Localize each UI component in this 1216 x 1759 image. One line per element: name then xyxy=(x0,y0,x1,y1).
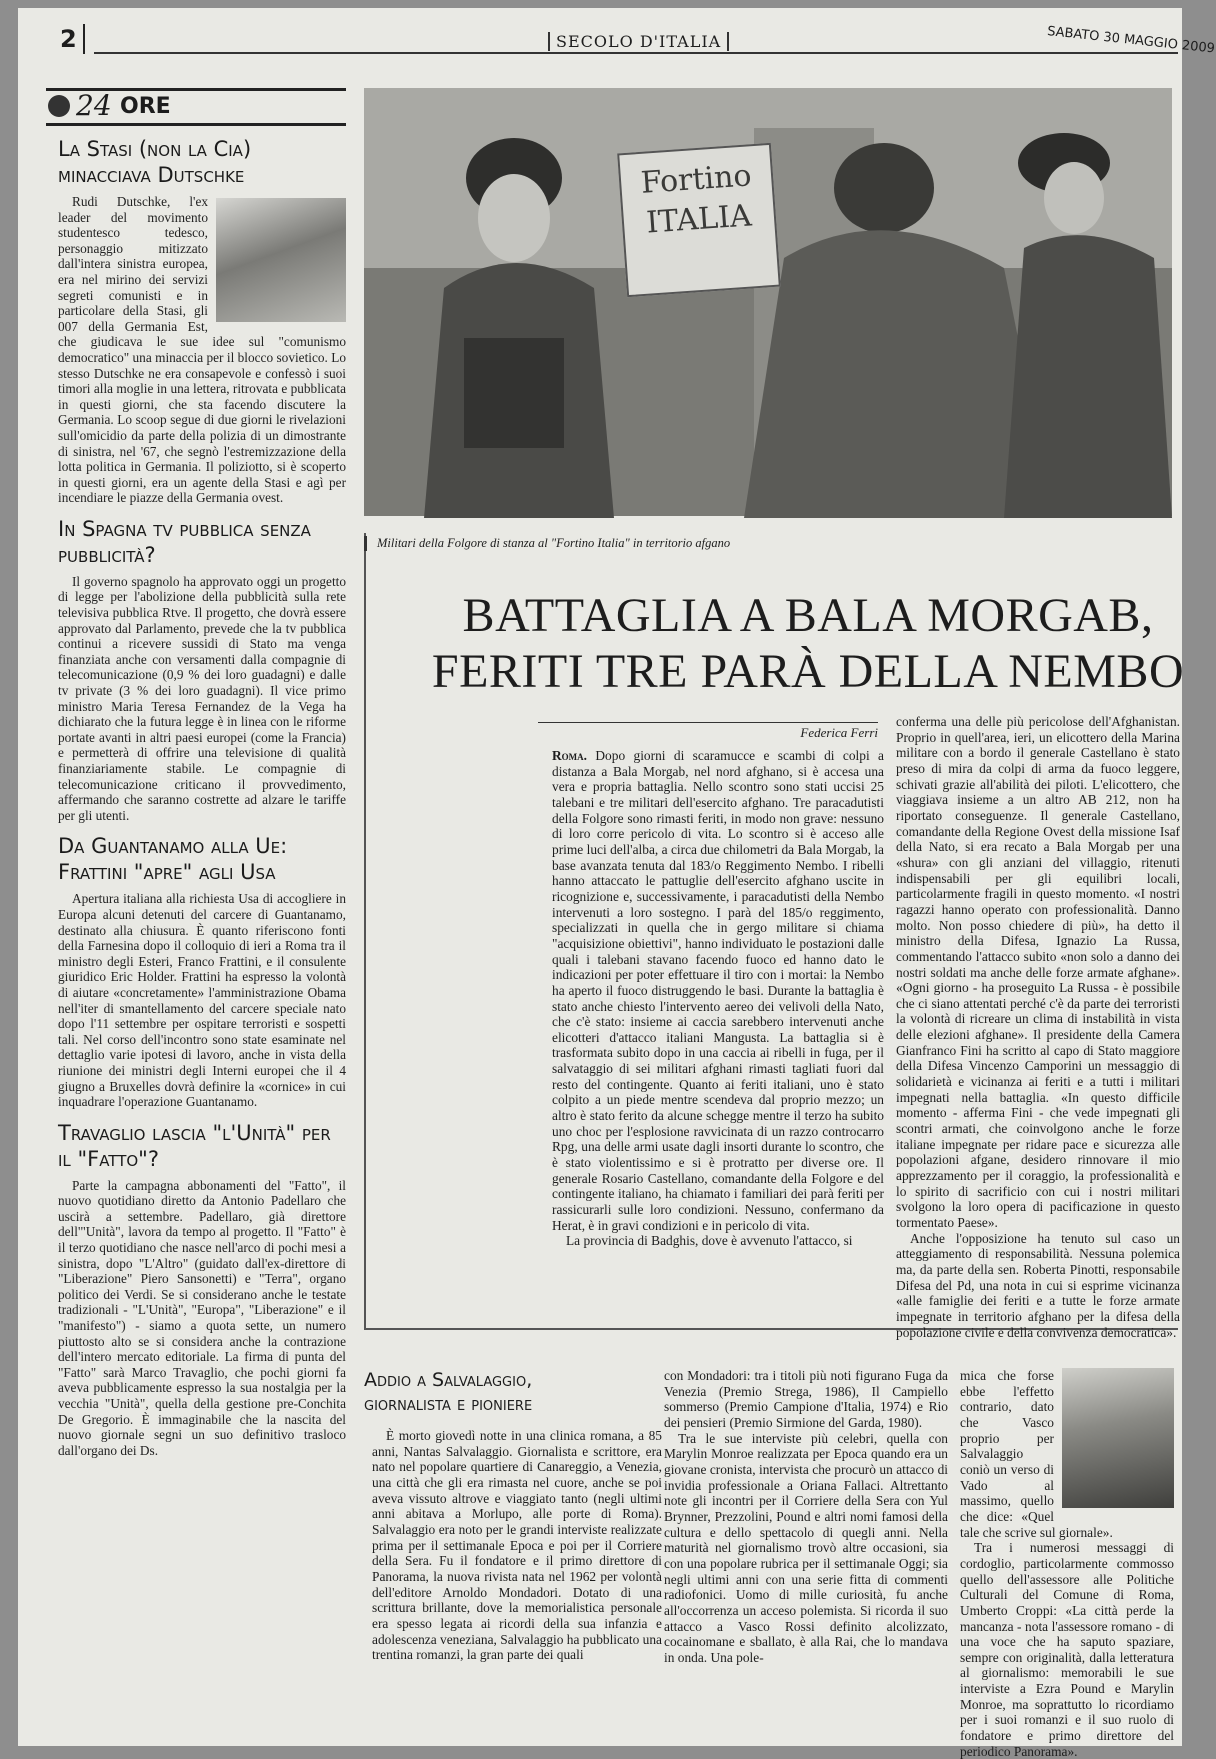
sign-line-1: Fortino xyxy=(639,158,753,201)
newspaper-page xyxy=(18,8,1216,1759)
brief-title: Travaglio lascia "l'Unità" per il "Fatto"? xyxy=(58,1120,331,1171)
sign-line-2: ITALIA xyxy=(645,198,753,241)
masthead xyxy=(48,24,1216,58)
brief-title: La Stasi (non la Cia) minacciava Dutschke xyxy=(58,137,252,187)
story-text: Anche l'opposizione ha tenuto sul caso un atteggiamento di responsabilità. Nessuna polemica ma, da parte della sen. Roberta Pinotti, responsabile Difesa del Pd, una nota in cui si esprime vicinanza «alle famiglie dei feriti e a tutte le forze armate impegnate in territorio afghano per la difesa della popolazione civile e della convivenza democratica». xyxy=(896,1230,1180,1340)
obit-text: Tra i numerosi messaggi di cordoglio, particolarmente commosso quello dell'assessore alle Politiche Culturali del Comune di Roma, Umberto Croppi: «La città perde la mancanza - nota l'assessore romano - di una voce che ha saputo spaziare, sempre con originalità, dalla letteratura al giornalismo: memorabili le sue interviste a Ezra Pound e Marylin Monroe, ma soprattutto lo ricordiamo per i suoi romanzi e il suo ruolo di fondatore e primo direttore del periodico Panorama». xyxy=(960,1540,1174,1759)
section-number: 24 xyxy=(76,89,112,122)
story-text: Dopo giorni di scaramucce e scambi di colpi a distanza a Bala Morgab, nel nord afghano, si è accesa una vera e propria battaglia. Nello scontro sono stati uccisi 25 talebani e tre militari dell'esercito afghano. Tre paracadutisti della Folgore sono rimasti feriti, in modo non grave: nessuno di loro corre pericolo di vita. Lo scontro si è acceso alle prime luci dell'alba, a circa due chilometri da Bala Morgab, la base avanzata tenuta dal 183/o Reggimento Nembo. I ribelli hanno attaccato le pattuglie dell'esercito afghano uscite in ricognizione e, successivamente, i paracadutisti della Nembo intervenuti a loro sostegno. I parà del 185/o reggimento, specializzati in quella che in gergo militare si chiama "acquisizione obiettivi", hanno individuato le postazioni dalle quali i talebani stavano facendo fuoco ed hanno dato le indicazioni per poter effettuare il tiro con i mortai: la Nembo ha aperto il fuoco distruggendo le basi. Durante la battaglia è stato anche chiesto l'intervento aereo dei velivoli della Nato, che c'è stato: insieme ai caccia sarebbero intervenuti anche elicotteri d'attacco italiani Mangusta. La battaglia si è trasformata subito dopo in una caccia ai ribelli in fuga, per il salvataggio di sei militari afghani rimasti tagliati fuori dal resto del contingente. Quanto ai feriti italiani, uno è stato colpito a un piede mentre scendeva dal proprio mezzo; un altro è stato ferito da alcune schegge mentre il terzo ha subito uno choc per l'esplosione ravvicinata di un razzo controcarro Rpg, una delle armi usate dagli insorti durante lo scontro, che è stato violentissimo e si è protratto per diverse ore. Il generale Rosario Castellano, comandante della Folgore e del contingente italiano, ha chiamato i familiari dei parà feriti per rassicurarli sulle loro condizioni. Nessuno, confermano da Herat, è in gravi condizioni e in pericolo di vita. xyxy=(552,748,884,1233)
headline-line-2: FERITI TRE PARÀ DELLA NEMBO xyxy=(431,645,1185,698)
globe-icon xyxy=(48,95,70,117)
dateline: Roma. xyxy=(552,748,588,763)
photo-caption: Militari della Folgore di stanza al "Fortino Italia" in territorio afgano xyxy=(364,536,730,551)
obit-column-2 xyxy=(664,1368,948,1665)
brief-body: Il governo spagnolo ha approvato oggi un progetto di legge per l'abolizione della pubblicità sulla rete televisiva pubblica Rtve. Il progetto, che dovrà essere approvato dal Parlamento, prevede che la tv pubblica continui a ricevere sussidi di Stato ma venga finanziata anche con versamenti dalla compagnie di telecomunicazione (0,9 % dei loro guadagni) e dalle tv private (3 % dei loro guadagni). Il vice primo ministro Maria Teresa Fernandez de la Vega ha dichiarato che la futura legge è in linea con le riforme portate avanti in altri paesi europei (come la Francia) e permetterà di offrire una televisione di qualità finanziariamente stabile. Le compagnie di telecomunicazione criticano il provvedimento, affermando che saranno costrette ad alzare le tariffe per gli utenti. xyxy=(58,573,346,823)
obit-text: mica che forse ebbe l'effetto contrario, dato che Vasco proprio per Salvalaggio coniò un verso di Vado al massimo, quello che dice: «Quel tale che scrive sul giornale». xyxy=(960,1368,1113,1540)
obit-title-line-1: Addio a Salvalaggio, xyxy=(364,1369,533,1391)
issue-date: SABATO 30 MAGGIO 2009 xyxy=(1046,24,1216,57)
brief-body: Apertura italiana alla richiesta Usa di accogliere in Europa alcuni detenuti del carcere di Guantanamo, destinato alla chiusura. È quanto riferiscono fonti della Farnesina dopo il colloquio di ieri a Roma tra il ministro degli Esteri, Franco Frattini, e il consulente giuridico Eric Holder. Frattini ha espresso la volontà di aiutare «concretamente» l'amministrazione Obama nell'iter di smantellamento del carcere speciale nato dopo l'11 settembre per ospitare terroristi e sospetti tali. Nel corso dell'incontro sono state esaminate nel dettaglio varie ipotesi di lavoro, anche in vista della riunione dei ministri degli Interni europei che il 4 giugno a Bruxelles dovrà definire la «cornice» in cui inquadrare l'operazione Guantanamo. xyxy=(58,891,346,1110)
obit-title xyxy=(364,1368,604,1416)
main-story-column-1 xyxy=(552,748,884,1249)
main-photo xyxy=(364,88,1172,516)
main-headline xyxy=(428,588,1188,700)
masthead-rule xyxy=(94,52,1178,54)
section-word: ORE xyxy=(120,94,171,119)
brief-body xyxy=(58,194,346,506)
main-story-column-2 xyxy=(896,714,1180,1340)
obit-column-3 xyxy=(960,1368,1174,1759)
story-text-end: La provincia di Badghis, dove è avvenuto l'attacco, si xyxy=(566,1233,853,1249)
page-number: 2 xyxy=(60,24,85,54)
headline-line-1: BATTAGLIA A BALA MORGAB, xyxy=(462,589,1154,642)
obit-title-line-2: giornalista e pioniere xyxy=(364,1393,533,1415)
obit-text: Tra le sue interviste più celebri, quella con Marylin Monroe realizzata per Epoca quando era un giovane cronista, intervista che procurò un attacco di invidia professionale a Oriana Fallaci. Altrettanto note gli incontri per il Corriere della Sera con Yul Brynner, Prezzolini, Pound e altri nomi famosi della cultura e dello spettacolo di quegli anni. Nella maturità nel giornalismo trovò altre occasioni, sia con una popolare rubrica per il settimanale Oggi; sia negli ultimi anni con una serie fitta di commenti radiofonici. Uomo di mille curiosità, fu anche all'occorrenza un acceso polemista. Si ricorda il suo attacco a Vasco Rossi definito alcolizzato, cocainomane e sballato, è alla Rai, che lo mandava in onda. Una pole- xyxy=(664,1430,948,1665)
brief-title: Da Guantanamo alla Ue: Frattini "apre" agli Usa xyxy=(58,834,288,885)
brief-text: Rudi Dutschke, l'ex leader del movimento studentesco tedesco, personaggio mitizzato dall'intera sinistra europea, era nel mirino dei servizi segreti comunisti e in particolare della Stasi, gli 007 della Germania Est, che giudicava le sue idee sul "comunismo democratico" una minaccia per il blocco sovietico. Lo stesso Dutschke ne era consapevole e confessò i suoi timori alla moglie in una lettera, ritrovata e pubblicata in questi giorni, che sta facendo discutere la Germania. Lo scoop segue di due giorni le rivelazioni sull'omicidio da parte della polizia di un dimostrante di sinistra, nel '67, che segnò l'estremizzazione della lotta politica in Germania. Il poliziotto, si è scoperto in questi giorni, era un agente della Stasi e agì per incendiare le piazze della Germania ovest. xyxy=(58,194,346,506)
brief-title: In Spagna tv pubblica senza pubblicità? xyxy=(58,516,311,567)
section-24-ore-header xyxy=(46,88,346,126)
obit-text: con Mondadori: tra i titoli più noti figurano Fuga da Venezia (Premio Strega, 1986), Il Campiello sommerso (Premio Campione d'Italia, 1974) e Rio dei pensieri (Premio Sirmione del Garda, 1980). xyxy=(664,1368,948,1430)
story-text: conferma una delle più pericolose dell'Afghanistan. Proprio in quell'area, ieri, un elicottero della Marina militare con a bordo il generale Castellano è stato preso di mira da colpi di arma da fuoco leggere, schivati grazie all'abilità dei piloti. L'elicottero, che viaggiava insieme a un altro AB 212, non ha riportato conseguenze. Il generale Castellano, comandante della Regione Ovest della missione Isaf della Nato, si era recato a Bala Morgab per una «shura» con gli anziani del villaggio, ritenuti indispensabili per gli equilibri locali, particolarmente fragili in questo momento. «I nostri ragazzi hanno operato con professionalità. Danno molto. Non posso chiedere di più», ha detto il ministro della Difesa, Ignazio La Russa, commentando l'attacco subito «non solo a danno dei nostri soldati ma anche delle forze armate afghane». «Ogni giorno - ha proseguito La Russa - è possibile che ci siano attentati perché c'è da parte dei terroristi la volontà di ricreare un clima di instabilità in vista delle elezioni afghane». Il presidente della Camera Gianfranco Fini ha scritto al capo di Stato maggiore della Difesa Vincenzo Camporini un messaggio di solidarietà e vicinanza ai feriti e a tutti i militari impegnati nella battaglia. «In questo difficile momento - afferma Fini - che vede impegnati gli scontri armati, che coinvolgono anche le forze italiane impegnate per ridare pace e sicurezza alle popolazioni afgane, desidero rinnovare il mio apprezzamento per il coraggio, la professionalità e lo spirito di sacrificio con cui i nostri militari svolgono la loro opera di pacificazione in questo tormentato Paese». xyxy=(896,714,1180,1230)
brief-body: Parte la campagna abbonamenti del "Fatto", il nuovo quotidiano diretto da Antonio Padellaro che uscirà a settembre. Padellaro, già direttore dell'"Unità", lavora da tempo al progetto. Il "Fatto" è il terzo quotidiano che nasce nell'arco di pochi mesi a sinistra, dopo "L'Altro" (guidato dall'ex-direttore di "Liberazione" Piero Sansonetti) e "Terra", organo politico dei Verdi. Se si considerano anche le testate tradizionali - "L'Unità", "Europa", "Liberazione" e il "manifesto") - siamo a quota sette, un numero piuttosto alto se si considera anche la contrazione dell'intero mercato editoriale. La firma di punta del "Fatto" sarà Marco Travaglio, che pochi giorni fa aveva pubblicamente espresso la sua nostalgia per la vecchia "Unità", quella della gestione pre-Conchita De Gregorio. È immaginabile che la nascita del nuovo giornale segni un suo definitivo trasloco dall'organo dei Ds. xyxy=(58,1177,346,1458)
salvalaggio-photo xyxy=(1062,1368,1174,1508)
obit-column-1: È morto giovedì notte in una clinica romana, a 85 anni, Nantas Salvalaggio. Giornalista e scrittore, era nato nel popolare quartiere di Canareggio, a Venezia, una città che gli era rimasta nel cuore, anche se poi aveva vissuto altrove e viaggiato tanto (negli ultimi anni abitava a Morlupo, alle porte di Roma). Salvalaggio era noto per le grandi interviste realizzate prima per il settimanale Epoca e poi per il Corriere della Sera. Fu il fondatore e il primo direttore di Panorama, la nuova rivista nata nel 1962 per volontà dell'editore Arnoldo Mondadori. Dotato di una scrittura brillante, dove la memorialistica personale era spesso legata ai ricordi della sua infanzia e adolescenza veneziana, Salvalaggio ha pubblicato una trentina romanzi, la gran parte dei quali xyxy=(372,1428,663,1663)
paper-name: SECOLO D'ITALIA xyxy=(548,32,729,51)
dutschke-photo xyxy=(216,198,346,322)
fortino-italia-sign xyxy=(617,143,781,297)
briefs-column xyxy=(46,88,346,1468)
byline: Federica Ferri xyxy=(538,722,878,741)
